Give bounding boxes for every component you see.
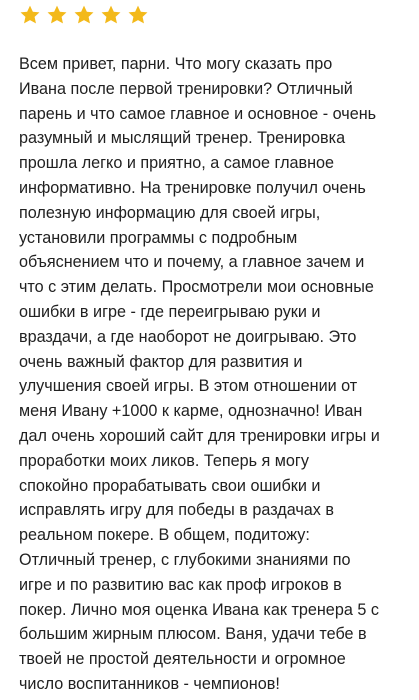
star-shape [48,6,67,24]
star-shape [21,6,40,24]
star-icon [46,4,68,26]
star-shape [75,6,94,24]
review-text: Всем привет, парни. Что могу сказать про Ивана после первой тренировки? Отличный парень и что самое главное и основное - очень разумный и мыслящий тренер. Тренировка прошла легко и приятно, а самое главное информативно. На тренировке получил очень полезную информацию для своей игры, установили программы с подробным объяснением что и почему, а главное зачем и что с этим делать. Просмотрели мои основные ошибки в игре - где переигрываю руки и враздачи, а где наоборот не доигрываю. Это очень важный фактор для развития и улучшения своей игры. В этом отношении от меня Ивану +1000 к карме, однозначно! Иван дал очень хороший сайт для тренировки игры и проработки моих ликов. Теперь я могу спокойно прорабатывать свои ошибки и исправлять игру для победы в раздачах в реальном покере. В общем, подитожу: Отличный тренер, с глубокими знаниями по игре и по развитию вас как проф игроков в покер. Лично моя оценка Ивана как тренера 5 с большим жирным плюсом. Ваня, удачи тебе в твоей не простой деятельности и огромное число воспитанников - чемпионов! [19,55,380,693]
star-icon [100,4,122,26]
star-shape [129,6,148,24]
star-icon [19,4,41,26]
star-rating [19,4,149,30]
star-shape [102,6,121,24]
star-icon [127,4,149,26]
star-icon [73,4,95,26]
